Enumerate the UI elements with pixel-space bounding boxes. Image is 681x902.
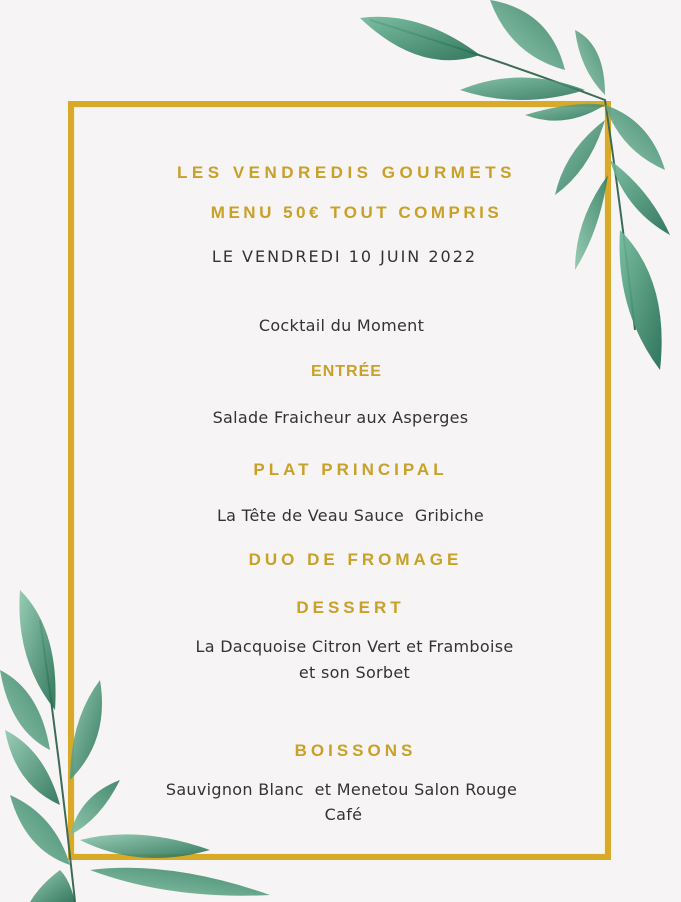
plat-item: La Tête de Veau Sauce Gribiche: [216, 506, 485, 525]
entree-heading: ENTRÉE: [311, 363, 382, 380]
aperitif-item: Cocktail du Moment: [258, 316, 425, 335]
menu-title: LES VENDREDIS GOURMETS: [177, 163, 516, 182]
dessert-item-line1: La Dacquoise Citron Vert et Framboise: [195, 637, 514, 656]
boissons-item-line2: Café: [324, 805, 363, 824]
dessert-heading: DESSERT: [296, 598, 405, 617]
plat-heading: PLAT PRINCIPAL: [253, 460, 448, 479]
boissons-heading: BOISSONS: [294, 741, 417, 760]
fromage-heading: DUO DE FROMAGE: [248, 550, 463, 569]
menu-date: LE VENDREDI 10 JUIN 2022: [211, 247, 478, 266]
entree-item: Salade Fraicheur aux Asperges: [212, 408, 469, 427]
dessert-item-line2: et son Sorbet: [298, 663, 411, 682]
boissons-item-line1: Sauvignon Blanc et Menetou Salon Rouge: [165, 780, 518, 799]
menu-subtitle: MENU 50€ TOUT COMPRIS: [210, 203, 503, 222]
